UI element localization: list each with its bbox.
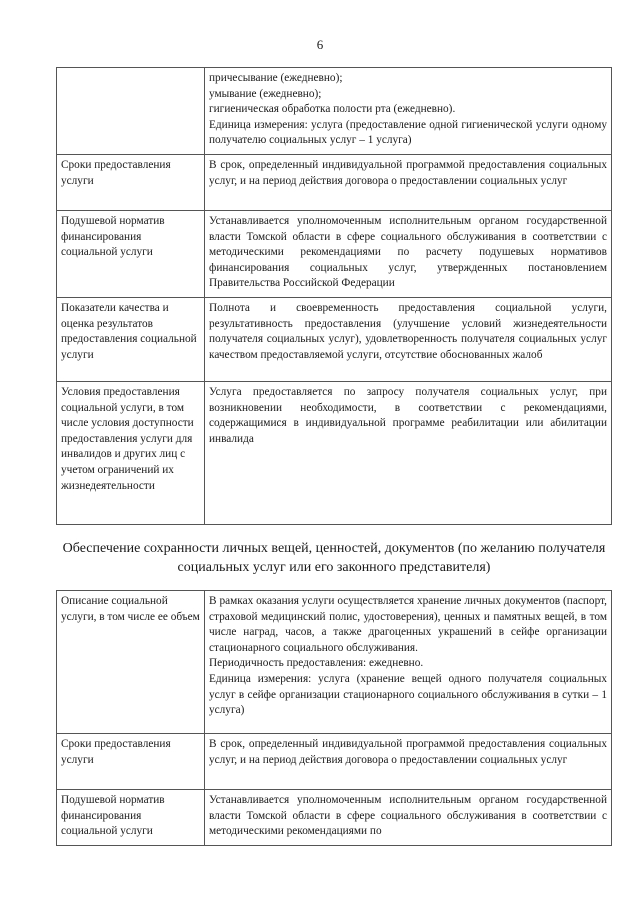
- row-value: [205, 381, 612, 524]
- section-title: Обеспечение сохранности личных вещей, ценностей, документов (по желанию получателя социальных услуг или его законного представителя): [62, 541, 606, 575]
- value-line: В срок, определенный индивидуальной программой предоставления социальных услуг, и на период действия договора о предоставлении социальных услуг: [209, 738, 607, 766]
- row-value: [205, 790, 612, 846]
- value-line: Услуга предоставляется по запросу получателя социальных услуг, при возникновении необходимости, в соответствии с рекомендациями, содержащимися в индивидуальной программе реабилитации или абилитации инвалида: [209, 385, 607, 445]
- value-line: умывание (ежедневно);: [209, 87, 322, 100]
- service-table-1: [56, 67, 612, 525]
- table-row: [57, 297, 612, 381]
- table-row: [57, 591, 612, 734]
- table-row: [57, 734, 612, 790]
- page-number: 6: [316, 37, 324, 52]
- row-value: [205, 591, 612, 734]
- value-line: В срок, определенный индивидуальной программой предоставления социальных услуг, и на период действия договора о предоставлении социальных услуг: [209, 158, 607, 187]
- value-line: причесывание (ежедневно);: [209, 72, 343, 84]
- value-line: Единица измерения: услуга (предоставление одной гигиенической услуги одному получателю социальных услуг – 1 услуга): [209, 118, 607, 147]
- row-label: Показатели качества и оценка результатов предоставления социальной услуги: [57, 297, 205, 381]
- row-value: [205, 210, 612, 297]
- row-value: [205, 68, 612, 155]
- row-label: Сроки предоставления услуги: [57, 734, 205, 790]
- value-line: Устанавливается уполномоченным исполнительным органом государственной власти Томской области в сфере социального обслуживания в соответствии с методическими рекомендациями по: [209, 794, 607, 838]
- value-line: Полнота и своевременность предоставления социальной услуги, результативность предоставления (улучшение условий жизнедеятельности получателя социальных услуг), удовлетворенность получателя социальных услуг качеством предоставляемой услуги, отсутствие обоснованных жалоб: [209, 301, 607, 361]
- row-label: Сроки предоставления услуги: [57, 154, 205, 210]
- table-row: [57, 68, 612, 155]
- row-value: [205, 734, 612, 790]
- table-row: [57, 210, 612, 297]
- row-label: Условия предоставления социальной услуги, в том числе условия доступности предоставления услуги для инвалидов и других лиц с учетом ограничений их жизнедеятельности: [57, 381, 205, 524]
- row-label: Подушевой норматив финансирования социальной услуги: [57, 210, 205, 297]
- service-table-2: [56, 590, 612, 846]
- table-row: [57, 381, 612, 524]
- table-row: [57, 790, 612, 846]
- row-label: [57, 68, 205, 155]
- value-line: Устанавливается уполномоченным исполнительным органом государственной власти Томской области в сфере социального обслуживания в соответствии с методическими рекомендациями по расчету подушевых нормативов финансирования социальных услуг, утвержденных постановлением Правительства Российской Федерации: [209, 214, 607, 290]
- value-line: гигиеническая обработка полости рта (ежедневно).: [209, 103, 456, 116]
- value-line: Единица измерения: услуга (хранение вещей одного получателя социальных услуг в сейфе организации стационарного социального обслуживания в сутки – 1 услуга): [209, 672, 607, 717]
- value-line: В рамках оказания услуги осуществляется хранение личных документов (паспорт, страховой медицинский полис, удостоверения), ценных и памятных вещей, в том числе наград, часов, а также драгоценных украшений в сейфе организации стационарного социального обслуживания.: [209, 595, 607, 654]
- row-label: Описание социальной услуги, в том числе ее объем: [57, 591, 205, 734]
- table-row: [57, 154, 612, 210]
- row-value: [205, 297, 612, 381]
- row-label: Подушевой норматив финансирования социальной услуги: [57, 790, 205, 846]
- row-value: [205, 154, 612, 210]
- value-line: Периодичность предоставления: ежедневно.: [209, 657, 424, 670]
